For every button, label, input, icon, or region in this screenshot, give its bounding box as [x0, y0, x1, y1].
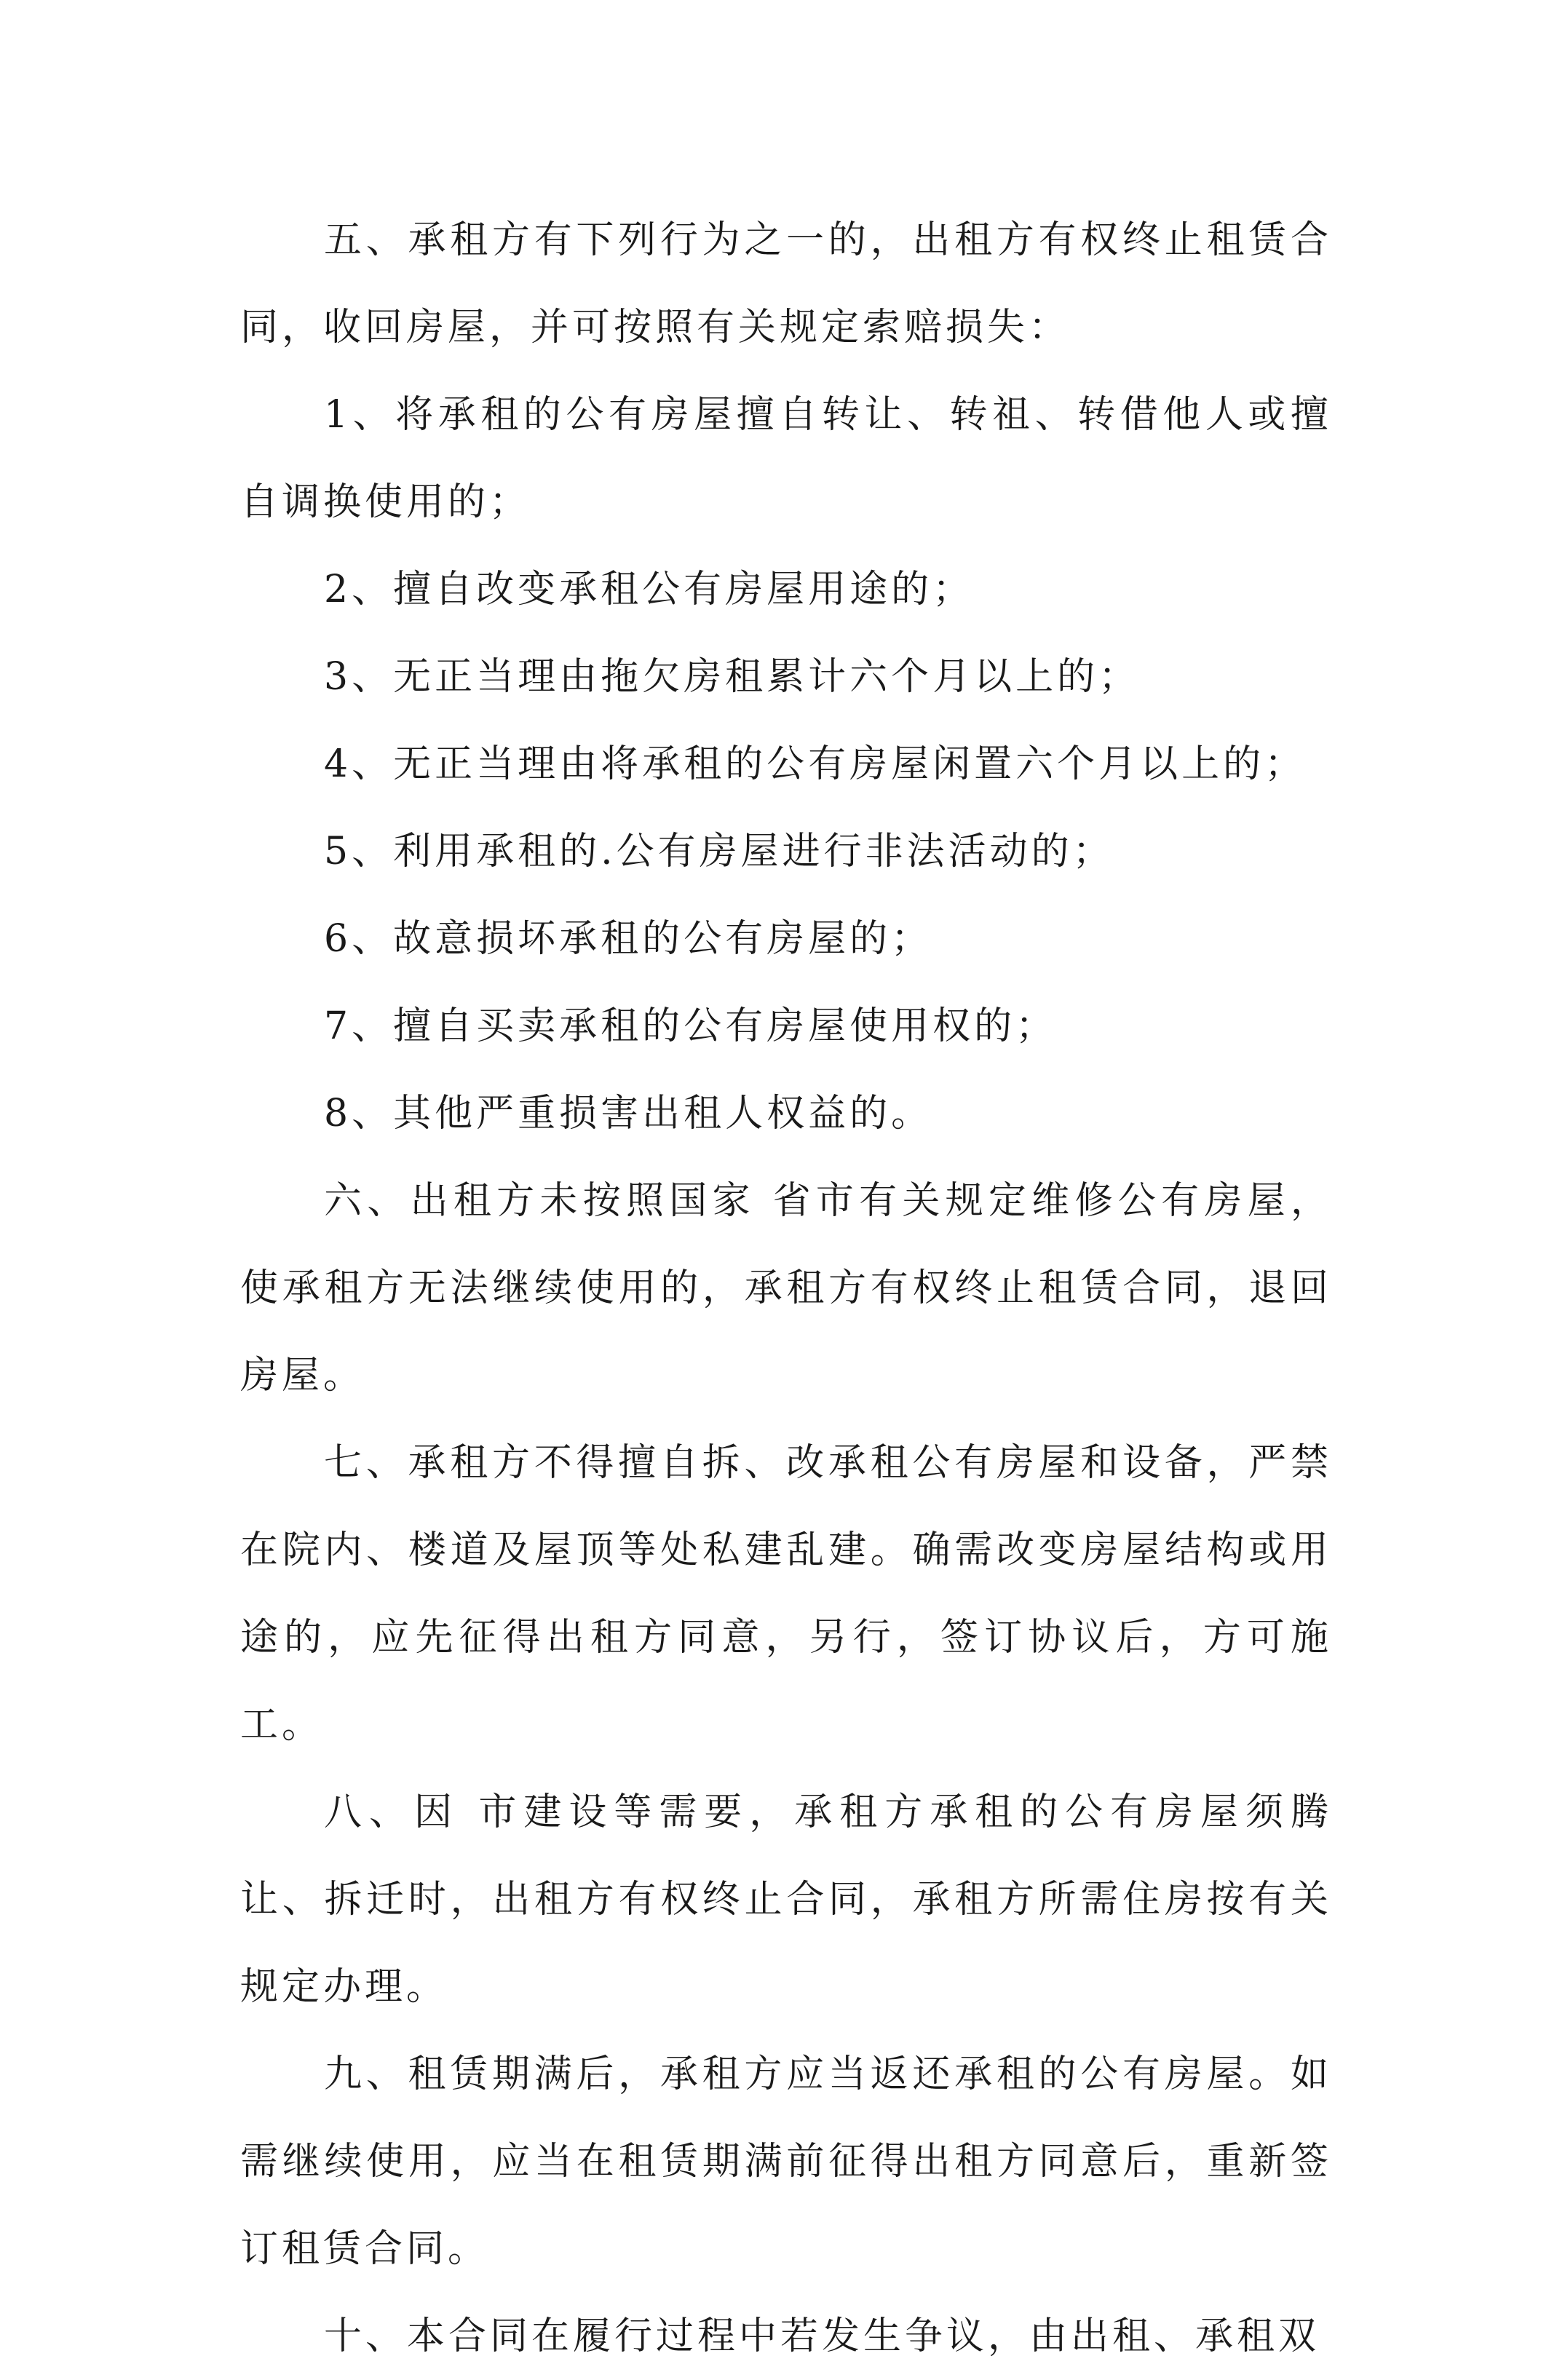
document-page — [240, 197, 1332, 2380]
clause-9: 九、租赁期满后，承租方应当返还承租的公有房屋。如需继续使用，应当在租赁期满前征得出租方同意后，重新签订租赁合同。 — [240, 2052, 1332, 2271]
clause-6: 六、出租方未按照国家 省市有关规定维修公有房屋，使承租方无法继续使用的，承租方有权终止租赁合同，退回房屋。 — [240, 1179, 1332, 1397]
clause-10: 十、本合同在履行过程中若发生争议，由出租、承租双 — [324, 2314, 1320, 2358]
clause-5-item-7: 7、擅自买卖承租的公有房屋使用权的； — [324, 1004, 1058, 1048]
clause-7: 七、承租方不得擅自拆、改承租公有房屋和设备，严禁在院内、楼道及屋顶等处私建乱建。确需改变房屋结构或用途的，应先征得出租方同意，另行，签订协议后，方可施工。 — [240, 1441, 1332, 1747]
clause-5-heading: 五、承租方有下列行为之一的，出租方有权终止租赁合同，收回房屋，并可按照有关规定索赔损失： — [240, 218, 1332, 349]
clause-5-item-1: 1、将承租的公有房屋擅自转让、转祖、转借他人或擅自调换使用的； — [240, 393, 1332, 524]
clause-5-item-4: 4、无正当理由将承租的公有房屋闲置六个月以上的； — [324, 742, 1307, 786]
clause-5-item-6: 6、故意损坏承租的公有房屋的； — [324, 917, 933, 961]
clause-5-item-8: 8、其他严重损害出租人权益的。 — [324, 1092, 933, 1135]
clause-5-item-5: 5、利用承租的.公有房屋进行非法活动的； — [324, 830, 1114, 873]
clause-8: 八、因 市建设等需要，承租方承租的公有房屋须腾让、拆迁时，出租方有权终止合同，承租方所需住房按有关规定办理。 — [240, 1790, 1332, 2009]
clause-5-item-2: 2、擅自改变承租公有房屋用途的； — [324, 568, 975, 611]
clause-5-item-3: 3、无正当理由拖欠房租累计六个月以上的； — [324, 655, 1141, 699]
